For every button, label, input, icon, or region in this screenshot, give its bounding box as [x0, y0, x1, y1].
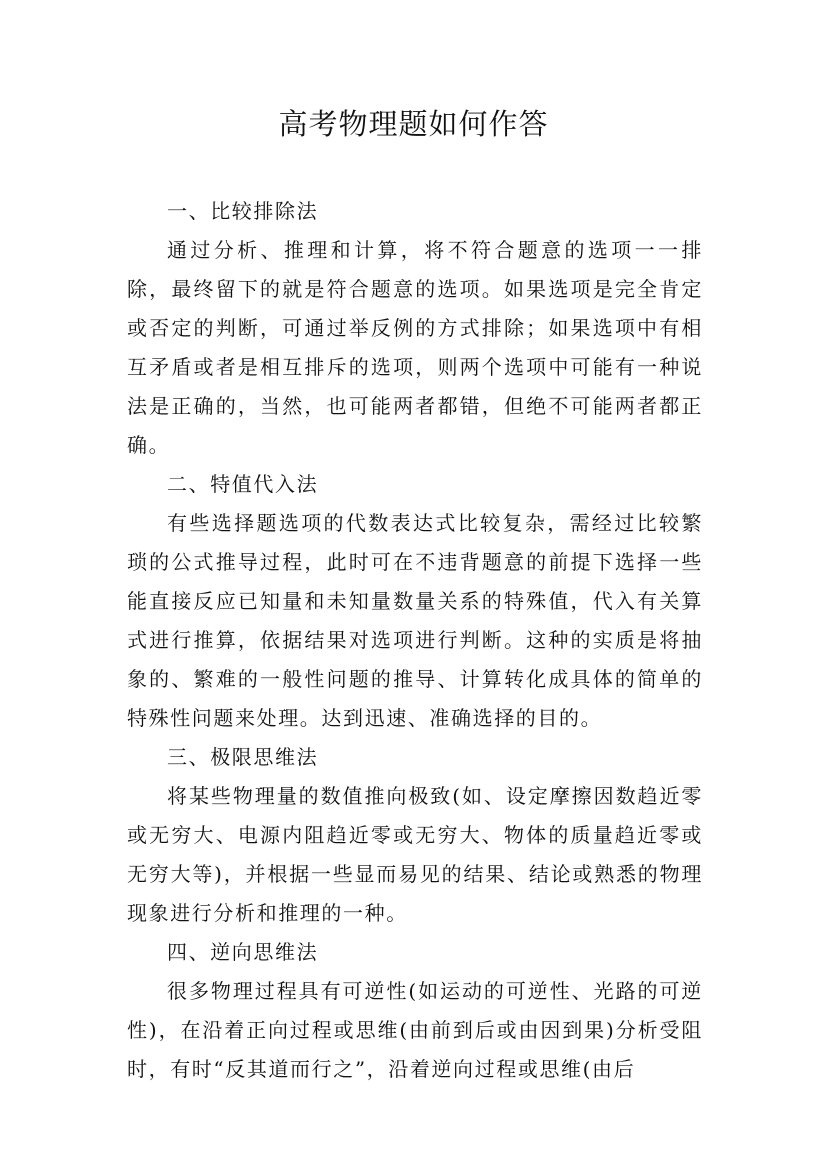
paragraph-comparison-elimination: 通过分析、推理和计算，将不符合题意的选项一一排除，最终留下的就是符合题意的选项。如果选项是完全肯定或否定的判断，可通过举反例的方式排除；如果选项中有相互矛盾或者是相互排斥的选项，则两个选项中可能有一种说法是正确的，当然，也可能两者都错，但绝不可能两者都正确。: [127, 238, 703, 457]
paragraph-limit-thinking: 将某些物理量的数值推向极致(如、设定摩擦因数趋近零或无穷大、电源内阻趋近零或无穷大、物体的质量趋近零或无穷大等)，并根据一些显而易见的结果、结论或熟悉的物理现象进行分析和推理的一种。: [127, 784, 703, 925]
document-title: 高考物理题如何作答: [278, 107, 549, 141]
section-heading-comparison-elimination: 一、比较排除法: [167, 199, 319, 223]
document-body: [127, 192, 703, 1089]
section-heading-reverse-thinking: 四、逆向思维法: [167, 940, 319, 964]
paragraph-reverse-thinking: 很多物理过程具有可逆性(如运动的可逆性、光路的可逆性)，在沿着正向过程或思维(由前到后或由因到果)分析受阻时，有时“反其道而行之”，沿着逆向过程或思维(由后: [127, 979, 703, 1081]
section-heading-special-value-substitution: 二、特值代入法: [167, 472, 319, 496]
paragraph-special-value-substitution: 有些选择题选项的代数表达式比较复杂，需经过比较繁琐的公式推导过程，此时可在不违背题意的前提下选择一些能直接反应已知量和未知量数量关系的特殊值，代入有关算式进行推算，依据结果对选项进行判断。这种的实质是将抽象的、繁难的一般性问题的推导、计算转化成具体的简单的特殊性问题来处理。达到迅速、准确选择的目的。: [127, 511, 703, 730]
section-heading-limit-thinking: 三、极限思维法: [167, 745, 319, 769]
